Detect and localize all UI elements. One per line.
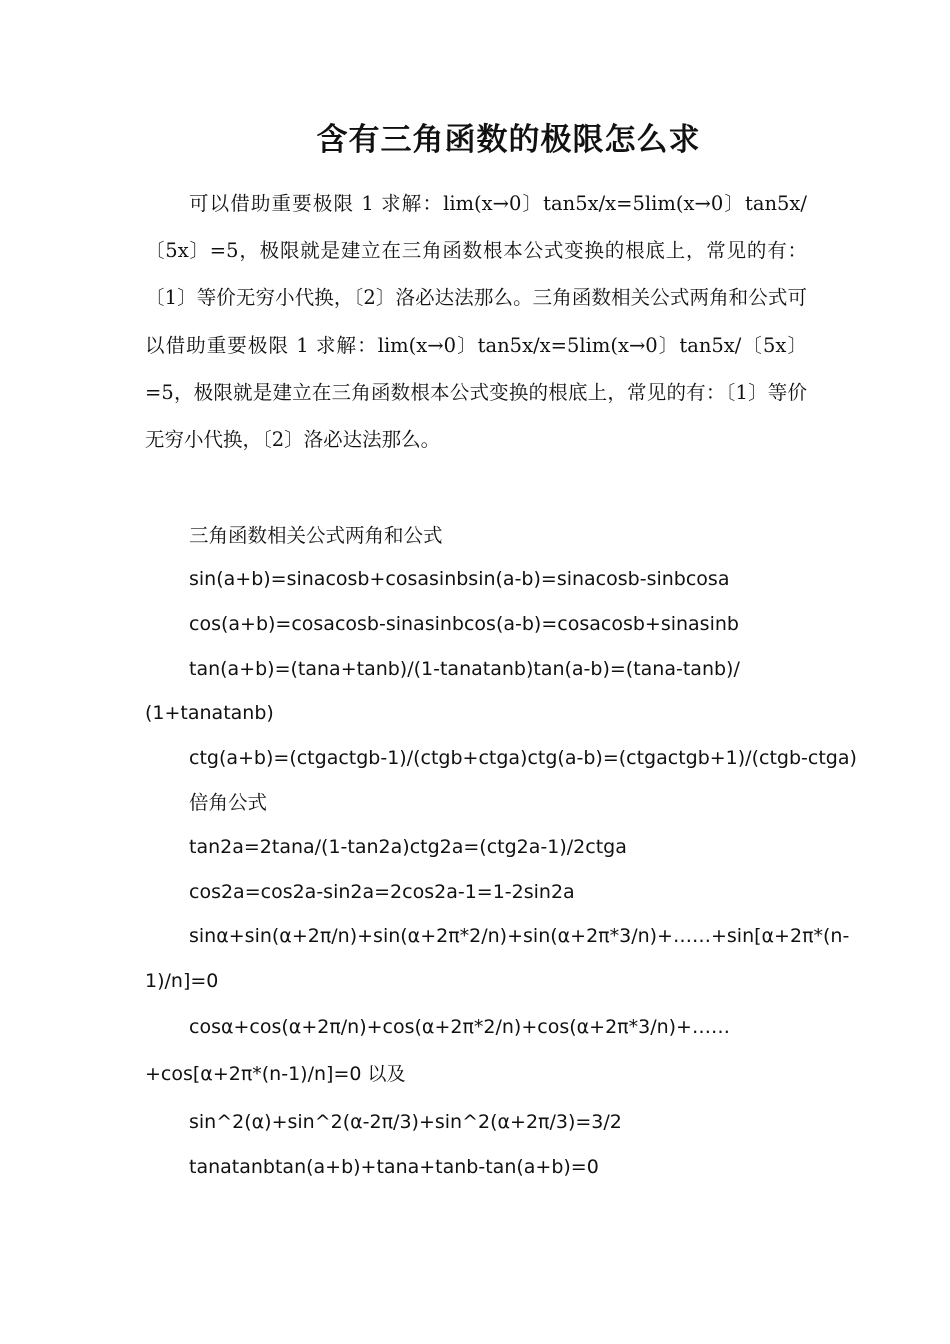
formula-tan-sum: tan(a+b)=(tana+tanb)/(1-tanatanb)tan(a-b)=(tana-tanb)/ (189, 658, 740, 680)
formula-tan-identity: tanatanbtan(a+b)+tana+tanb-tan(a+b)=0 (189, 1156, 599, 1178)
page-title: 含有三角函数的极限怎么求 (316, 122, 701, 158)
formula-sin-squared: sin^2(α)+sin^2(α-2π/3)+sin^2(α+2π/3)=3/2 (189, 1111, 622, 1133)
formula-cos-double: cos2a=cos2a-sin2a=2cos2a-1=1-2sin2a (189, 881, 575, 903)
formula-tan-sum-continued: (1+tanatanb) (145, 702, 274, 724)
formula-sin-series-continued: 1)/n]=0 (145, 970, 219, 992)
formula-cos-series-continued: +cos[α+2π*(n-1)/n]=0 以及 (145, 1063, 406, 1085)
formula-sin-sum: sin(a+b)=sinacosb+cosasinbsin(a-b)=sinacosb-sinbcosa (189, 568, 730, 590)
formula-tan-double: tan2a=2tana/(1-tan2a)ctg2a=(ctg2a-1)/2ctga (189, 836, 627, 858)
formula-cos-series: cosα+cos(α+2π/n)+cos(α+2π*2/n)+cos(α+2π*3/n)+…… (189, 1016, 730, 1038)
formula-ctg-sum: ctg(a+b)=(ctgactgb-1)/(ctgb+ctga)ctg(a-b)=(ctgactgb+1)/(ctgb-ctga) (189, 747, 857, 769)
formula-sin-series: sinα+sin(α+2π/n)+sin(α+2π*2/n)+sin(α+2π*3/n)+……+sin[α+2π*(n- (189, 925, 850, 947)
section-heading-sum-formulas: 三角函数相关公式两角和公式 (189, 524, 443, 547)
section-heading-double-angle: 倍角公式 (189, 791, 268, 814)
intro-paragraph: 可以借助重要极限 1 求解：lim(x→0〕tan5x/x=5lim(x→0〕tan5x/〔5x〕=5，极限就是建立在三角函数根本公式变换的根底上，常见的有：〔1〕等价无穷小代换，〔2〕洛必达法那么。三角函数相关公式两角和公式可以借助重要极限 1 求解：lim(x→0〕tan5x/x=5lim(x→0〕tan5x/〔5x〕=5，极限就是建立在三角函数根本公式变换的根底上，常见的有：〔1〕等价无穷小代换，〔2〕洛必达法那么。 (145, 192, 807, 452)
formula-cos-sum: cos(a+b)=cosacosb-sinasinbcos(a-b)=cosacosb+sinasinb (189, 613, 739, 635)
